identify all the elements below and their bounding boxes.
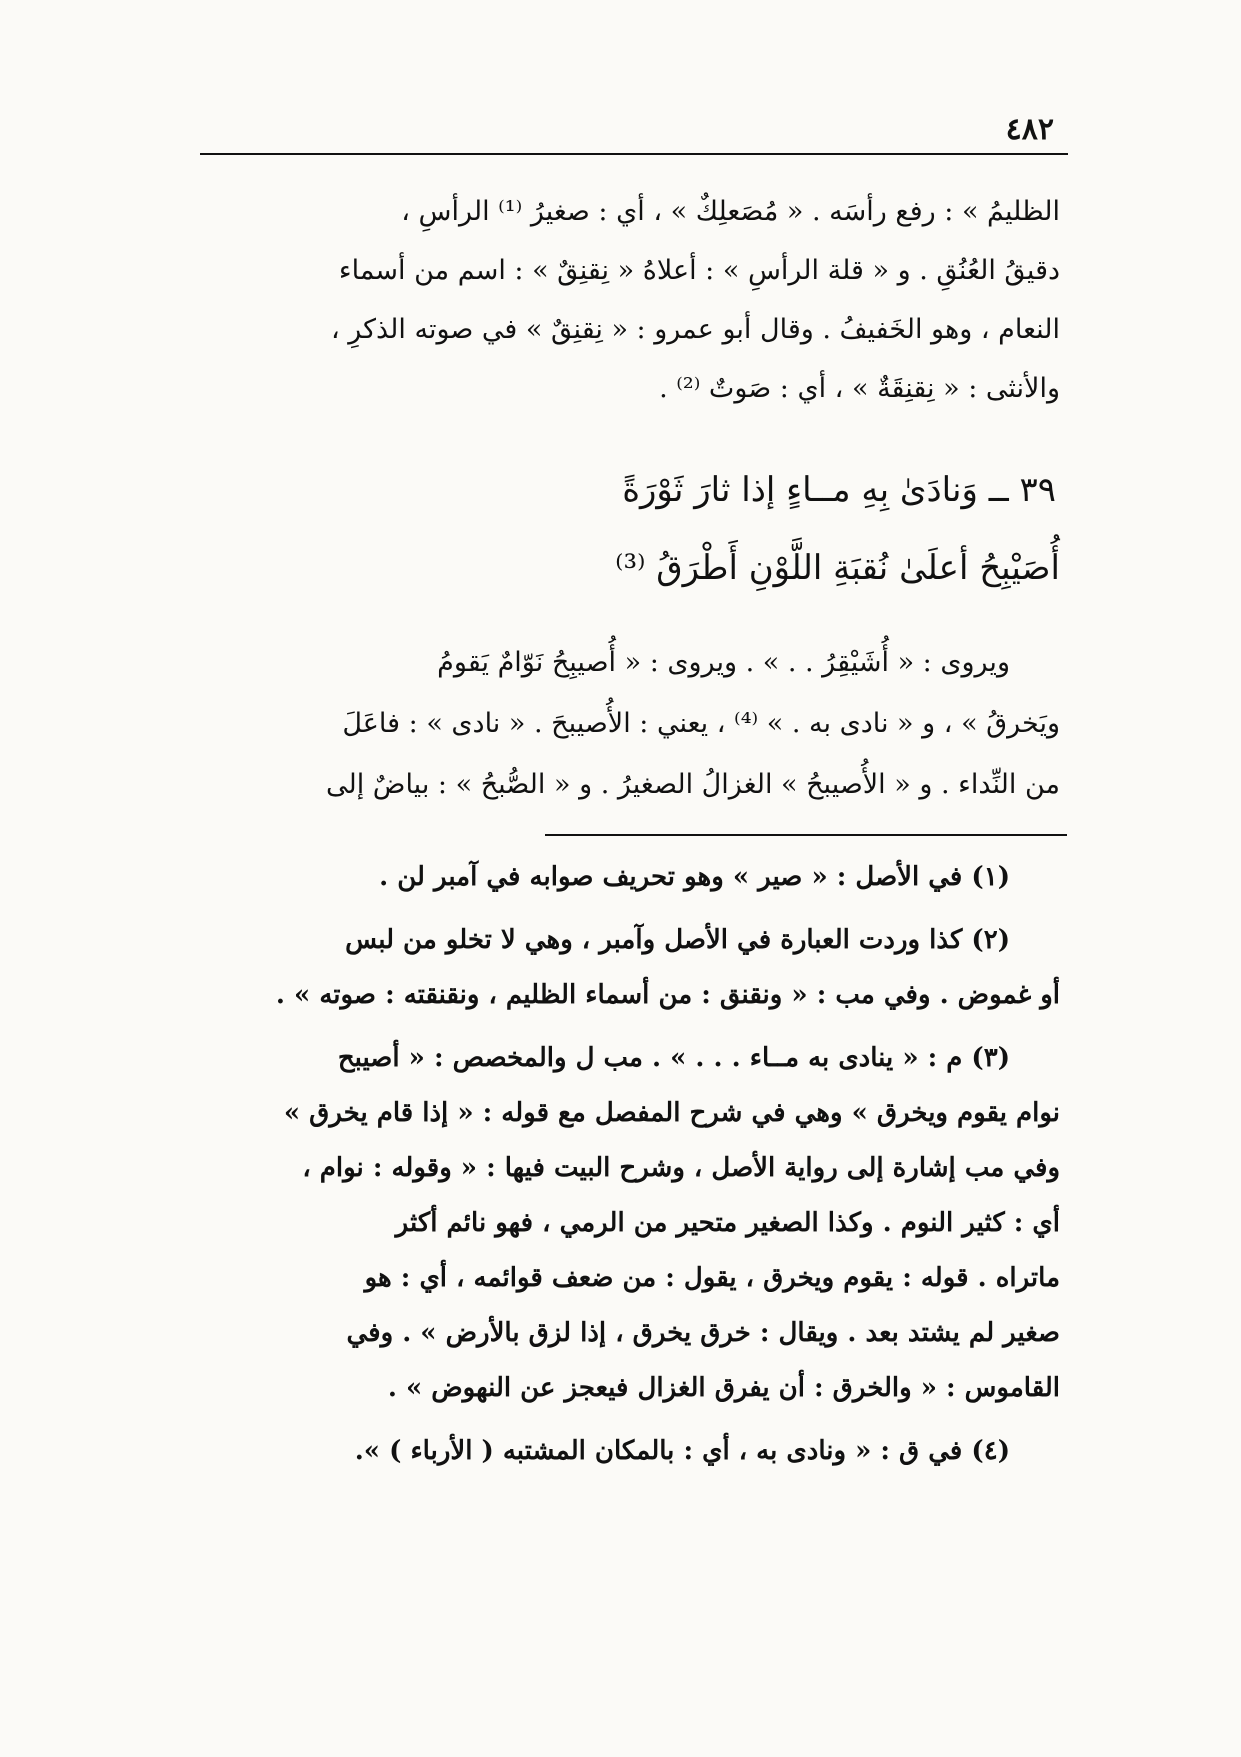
footnote-line: (٢) كذا وردت العبارة في الأصل وآمبر ، وهي لا تخلو من لبس bbox=[345, 925, 1010, 955]
footnote-line: أي : كثير النوم . وكذا الصغير متحير من الرمي ، فهو نائم أكثر bbox=[395, 1208, 1060, 1238]
footnote-line: وفي مب إشارة إلى رواية الأصل ، وشرح البيت فيها : « وقوله : نوام ، bbox=[302, 1153, 1060, 1183]
body-line: دقيقُ العُنُقِ . و « قلة الرأسِ » : أعلاهُ « نِقنِقٌ » : اسم من أسماء bbox=[338, 255, 1060, 286]
commentary-text bbox=[205, 632, 1060, 815]
body-line: النعام ، وهو الخَفيفُ . وقال أبو عمرو : « نِقنِقٌ » في صوته الذكرِ ، bbox=[330, 314, 1060, 345]
body-text bbox=[205, 182, 1060, 418]
footnotes-section bbox=[205, 850, 1060, 1487]
footnote-3 bbox=[205, 1031, 1060, 1416]
page-number: ٤٨٢ bbox=[1005, 112, 1054, 147]
footnote-line: ماتراه . قوله : يقوم ويخرق ، يقول : من ضعف قوائمه ، أي : هو bbox=[364, 1263, 1060, 1293]
footnote-1 bbox=[205, 850, 1060, 905]
footnote-line: (٣) م : « ينادى به مــاء . . . » . مب ل والمخصص : « أصيبح bbox=[337, 1043, 1010, 1073]
footnote-line: نوام يقوم ويخرق » وهي في شرح المفصل مع قوله : « إذا قام يخرق » bbox=[283, 1098, 1060, 1128]
footnote-line: أو غموض . وفي مب : « ونقنق : من أسماء الظليم ، ونقنقته : صوته » . bbox=[275, 980, 1060, 1010]
body-line: الظليمُ » : رفع رأسَه . « مُصَعلِكٌ » ، أي : صغيرُ ⁽¹⁾ الرأسِ ، bbox=[401, 196, 1060, 227]
footnote-line: القاموس : « والخرق : أن يفرق الغزال فيعجز عن النهوض » . bbox=[387, 1373, 1060, 1403]
header-rule bbox=[200, 153, 1068, 155]
footnote-4 bbox=[205, 1424, 1060, 1479]
body-line: والأنثى : « نِقنِقَةٌ » ، أي : صَوتٌ ⁽²⁾ . bbox=[659, 373, 1060, 404]
footnote-line: (٤) في ق : « ونادى به ، أي : بالمكان المشتبه ( الأرباء ) ». bbox=[354, 1436, 1010, 1466]
footnote-rule bbox=[545, 834, 1067, 836]
commentary-line: ويَخرقُ » ، و « نادى به . » ⁽⁴⁾ ، يعني : الأُصيبحَ . « نادى » : فاعَلَ bbox=[342, 708, 1060, 739]
footnote-line: صغير لم يشتد بعد . ويقال : خرق يخرق ، إذا لزق بالأرض » . وفي bbox=[346, 1318, 1060, 1348]
footnote-line: (١) في الأصل : « صير » وهو تحريف صوابه في آمبر لن . bbox=[379, 862, 1010, 892]
verse-line-1 bbox=[205, 470, 1060, 510]
commentary-line: ويروى : « أُشَيْقِرُ . . » . ويروى : « أُصيبِحُ نَوّامٌ يَقومُ bbox=[437, 647, 1010, 678]
verse-hemistich-2: أُصَيْبِحُ أعلَىٰ نُقبَةِ اللَّوْنِ أَطْرَقُ ⁽³⁾ bbox=[615, 548, 1060, 588]
verse-hemistich-1: ٣٩ ــ وَنادَىٰ بِهِ مــاءٍ إذا ثارَ ثَوْرَةً bbox=[622, 470, 1056, 510]
footnote-2 bbox=[205, 913, 1060, 1023]
verse-line-2 bbox=[205, 548, 1060, 588]
commentary-line: من النِّداء . و « الأُصيبحُ » الغزالُ الصغيرُ . و « الصُّبحُ » : بياضٌ إلى bbox=[325, 769, 1060, 800]
